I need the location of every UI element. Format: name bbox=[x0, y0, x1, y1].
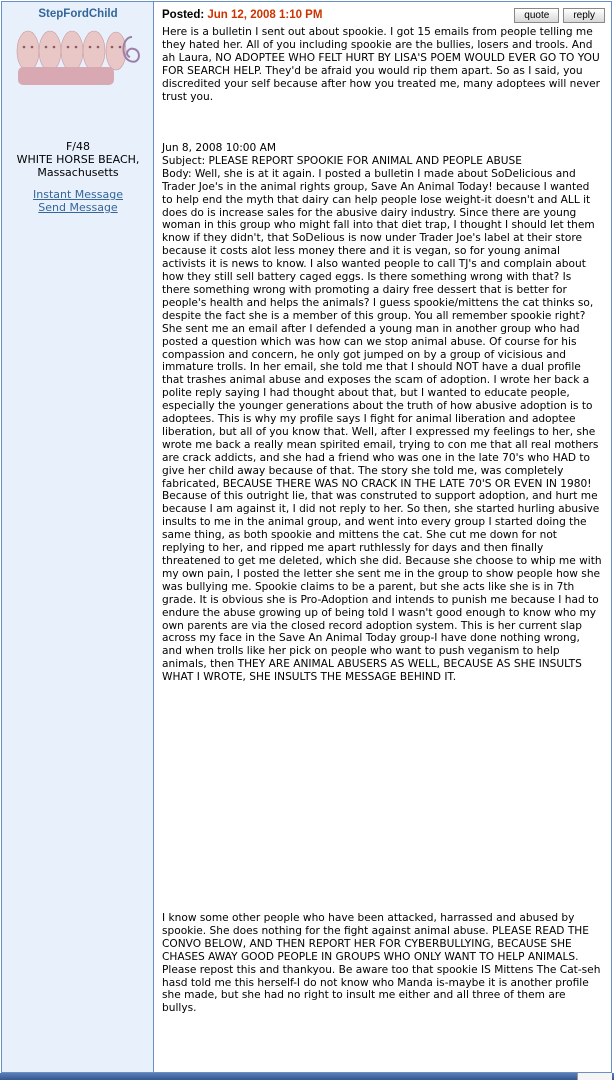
quote-button[interactable]: quote bbox=[514, 8, 559, 23]
author-details bbox=[2, 140, 154, 214]
quoted-bulletin bbox=[162, 142, 602, 684]
post-paragraph-3: I know some other people who have been attacked, harrassed and abused by spookie. She does nothing for the fight against animal abuse. PLEASE READ THE CONVO BELOW, AND THEN REPORT HER FOR CYBERBULLYING, BECAUSE SHE CHASES AWAY GOOD PEOPLE IN GROUPS WHO ONLY WANT TO HELP ANIMALS. Please repost this and thankyou. Be aware too that spookie IS Mittens The Cat-seh hasd told me this herself-I do not know who Manda is-maybe it is another profile she made, but she had no right to insult me either and all three of them are bullys. bbox=[162, 912, 601, 1015]
author-panel bbox=[2, 2, 154, 1072]
author-age-gender: F/48 bbox=[65, 140, 91, 153]
forum-post bbox=[1, 1, 612, 1073]
posted-label: Posted: bbox=[162, 9, 205, 21]
author-username[interactable]: StepFordChild bbox=[38, 8, 118, 20]
send-message-link[interactable]: Send Message bbox=[38, 201, 118, 214]
post-actions bbox=[514, 8, 605, 23]
post-header bbox=[162, 9, 322, 21]
author-location-state: Massachusetts bbox=[37, 166, 119, 179]
scrollbar-corner bbox=[577, 1073, 612, 1080]
bulletin-date: Jun 8, 2008 10:00 AM bbox=[162, 142, 277, 154]
bulletin-subject: Subject: PLEASE REPORT SPOOKIE FOR ANIMAL AND PEOPLE ABUSE bbox=[162, 154, 522, 167]
bottom-scrollbar[interactable] bbox=[0, 1073, 614, 1080]
posted-date: Jun 12, 2008 1:10 PM bbox=[207, 9, 323, 21]
post-content bbox=[154, 2, 611, 1072]
instant-message-link[interactable]: Instant Message bbox=[33, 188, 123, 201]
author-location-town: WHITE HORSE BEACH, bbox=[16, 153, 140, 166]
author-avatar[interactable] bbox=[12, 23, 144, 89]
reply-button[interactable]: reply bbox=[563, 8, 605, 23]
post-paragraph-1: Here is a bulletin I sent out about spookie. I got 15 emails from people telling me they hated her. All of you including spookie are the bullies, losers and trools. And ah Laura, NO ADOPTEE WHO FELT HURT BY LISA'S POEM WOULD EVER GO TO YOU FOR SEARCH HELP. They'd be afraid you would rip them apart. So as I said, you discredited your self because after how you treated me, many adoptees will never trust you. bbox=[162, 26, 601, 103]
bulletin-body: Body: Well, she is at it again. I posted a bulletin I made about SoDelicious and Trader Joe's in the animal rights group, Save An Animal Today! because I wanted to help end the myth that dairy can help people lose weight-it doesn't and ALL it does do is increase sales for the abusive dairy industry. Since there are young woman in this group who might fall into that diet trap, I thought I should let them know if they didn't, that SoDelious is now under Trader Joe's label at their store because it costs alot less money there and it is vegan, so for young animal activists it is news to know. I also wanted people to call TJ's and complain about how they still sell battery caged eggs. Is there something wrong with that? Is there something wrong with promoting a dairy free dessert that is better for people's health and helps the animals? I guess spookie/mittens the cat thinks so, despite the fact she is a member of this group. You all remember spookie right? She sent me an email after I defended a young man in another group who had posted a question which was how can we stop animal abuse. Of course for his compassion and concern, he only got jumped on by a group of vicisious and immature trolls. In her email, she told me that I should NOT have a dual profile that trashes animal abuse and exposes the scam of adoption. I wrote her back a polite reply saying I had thought about that, but I wanted to educate people, especially the younger generations about the truth of how abusive adoption is to adoptees. This is why my profile says I fight for animal liberation and adoptee liberation, but all of you know that. Well, after I expressed my feelings to her, she wrote me back a really mean spirited email, trying to con me that all real mothers are crack addicts, and she had a friend who was one in the late 70's who HAD to give her child away because of that. The story she told me, was completely fabricated, BECAUSE THERE WAS NO CRACK IN THE LATE 70'S OR EVEN IN 1980! Because of this outright lie, that was construted to support adoption, and hurt me because I am against it, I did not reply to her. So then, she started hurling abusive insults to me in the animal group, and went into every group I started doing the same thing, as both spookie and mittens the cat. She cut me down for not replying to her, and ripped me apart ruthlessly for days and then finally threatened to get me deleted, which she did. Because she choose to whip me with my own pain, I posted the letter she sent me in the group to show people how she was bullying me. Spookie claims to be a parent, but she acts like she is in 7th grade. It is obvious she is Pro-Adoption and intends to punish me because I had to endure the abuse growing up of being told I wasn't good enough to know who my own parents are via the closed record adoption system. This is her current slap across my face in the Save An Animal Today group-I have done nothing wrong, and when trolls like her pick on people who want to push veganism to help animals, then THEY ARE ANIMAL ABUSERS AS WELL, BECAUSE AS SHE INSULTS WHAT I WROTE, SHE INSULTS THE MESSAGE BEHIND IT. bbox=[162, 167, 602, 684]
